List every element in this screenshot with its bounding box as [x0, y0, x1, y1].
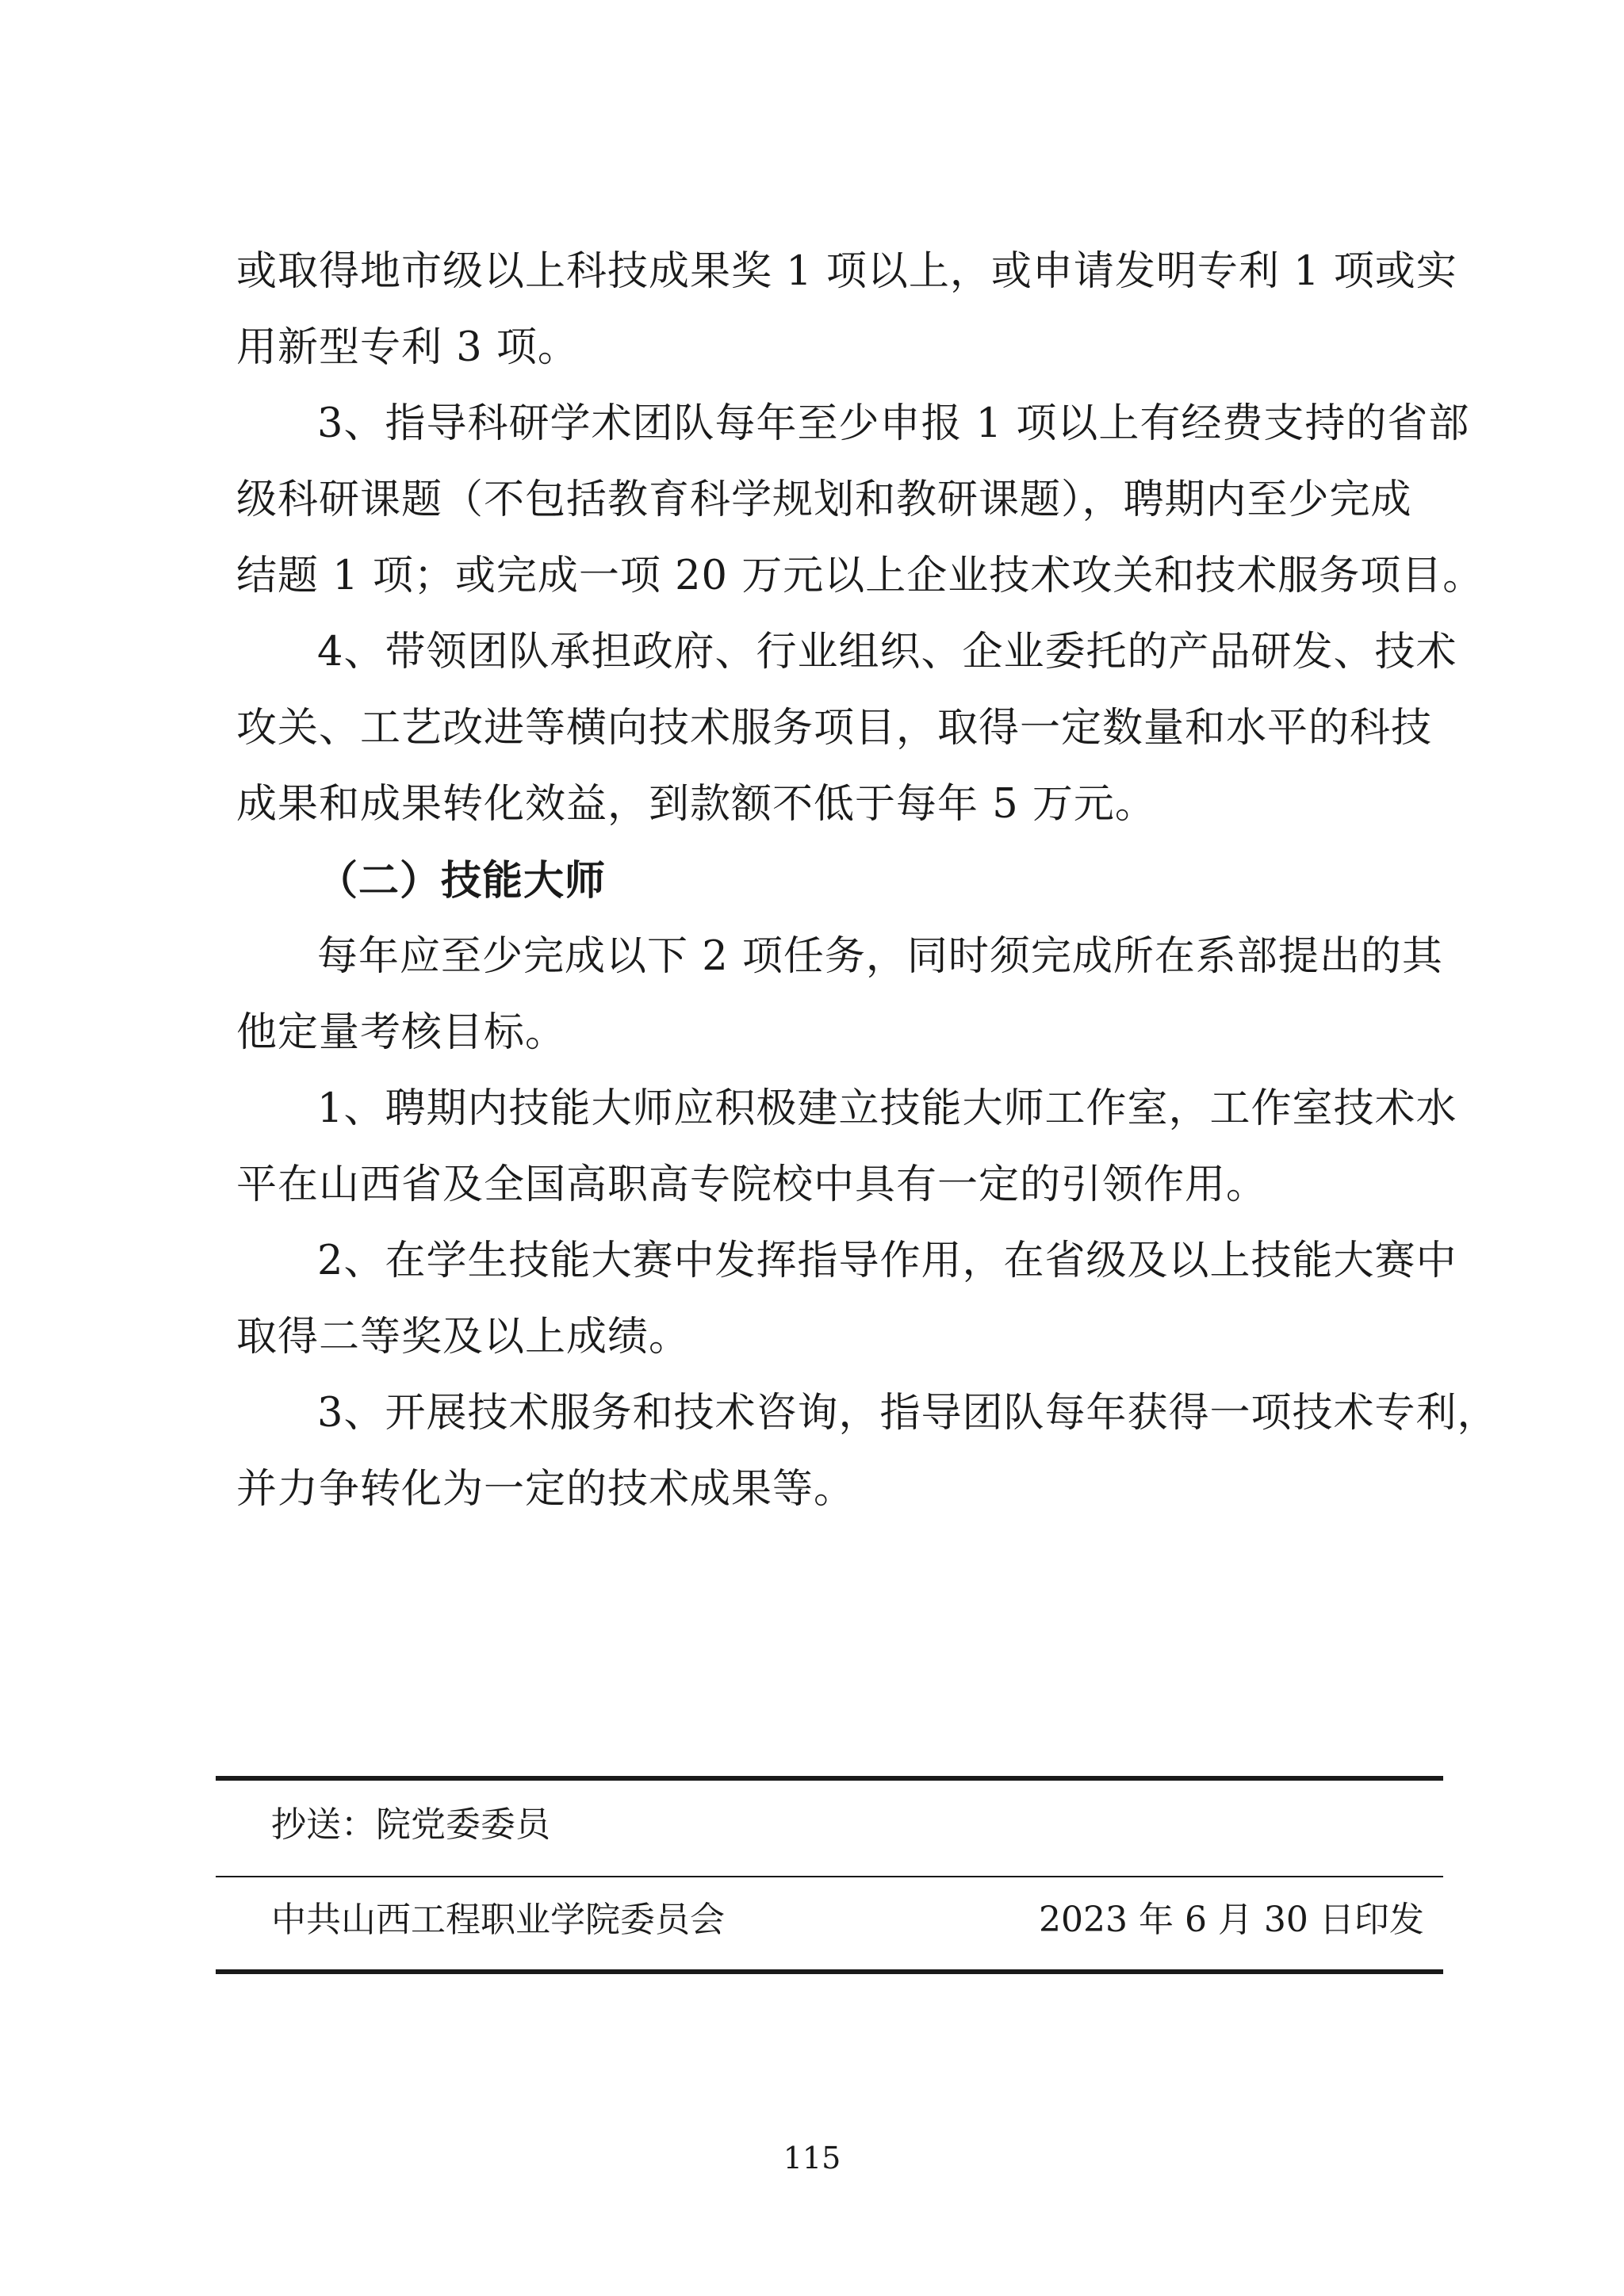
paragraph-line: 平在山西省及全国高职高专院校中具有一定的引领作用。 — [236, 1161, 1268, 1208]
paragraph-line: 他定量考核目标。 — [236, 1009, 567, 1056]
footer-bottom-rule — [216, 1969, 1443, 1974]
paragraph-line: 用新型专利 3 项。 — [236, 324, 579, 371]
paragraph-line: 4、带领团队承担政府、行业组织、企业委托的产品研发、技术 — [317, 629, 1457, 675]
paragraph-line: 1、聘期内技能大师应积极建立技能大师工作室，工作室技术水 — [317, 1085, 1457, 1132]
paragraph-line: 级科研课题（不包括教育科学规划和教研课题），聘期内至少完成 — [236, 476, 1412, 523]
paragraph-line: 或取得地市级以上科技成果奖 1 项以上，或申请发明专利 1 项或实 — [236, 248, 1457, 295]
paragraph-line: 3、指导科研学术团队每年至少申报 1 项以上有经费支持的省部 — [317, 400, 1470, 447]
paragraph-line: 攻关、工艺改进等横向技术服务项目，取得一定数量和水平的科技 — [236, 705, 1433, 752]
paragraph-line: 每年应至少完成以下 2 项任务，同时须完成所在系部提出的其 — [317, 933, 1443, 980]
paragraph-line: 成果和成果转化效益，到款额不低于每年 5 万元。 — [236, 781, 1156, 828]
paragraph-line: 2、在学生技能大赛中发挥指导作用，在省级及以上技能大赛中 — [317, 1238, 1457, 1284]
cc-line: 抄送：院党委委员 — [271, 1804, 550, 1845]
paragraph-line: 并力争转化为一定的技术成果等。 — [236, 1466, 856, 1513]
paragraph-line: 结题 1 项；或完成一项 20 万元以上企业技术攻关和技术服务项目。 — [236, 553, 1484, 599]
paragraph-line: 3、开展技术服务和技术咨询，指导团队每年获得一项技术专利， — [317, 1390, 1499, 1437]
paragraph-line: 取得二等奖及以上成绩。 — [236, 1314, 691, 1360]
footer-middle-rule — [216, 1876, 1443, 1877]
footer-top-rule — [216, 1776, 1443, 1781]
page-number: 115 — [783, 2141, 841, 2175]
issue-date: 2023 年 6 月 30 日印发 — [1039, 1900, 1424, 1940]
issuer-name: 中共山西工程职业学院委员会 — [271, 1900, 725, 1940]
section-heading: （二）技能大师 — [317, 857, 607, 905]
